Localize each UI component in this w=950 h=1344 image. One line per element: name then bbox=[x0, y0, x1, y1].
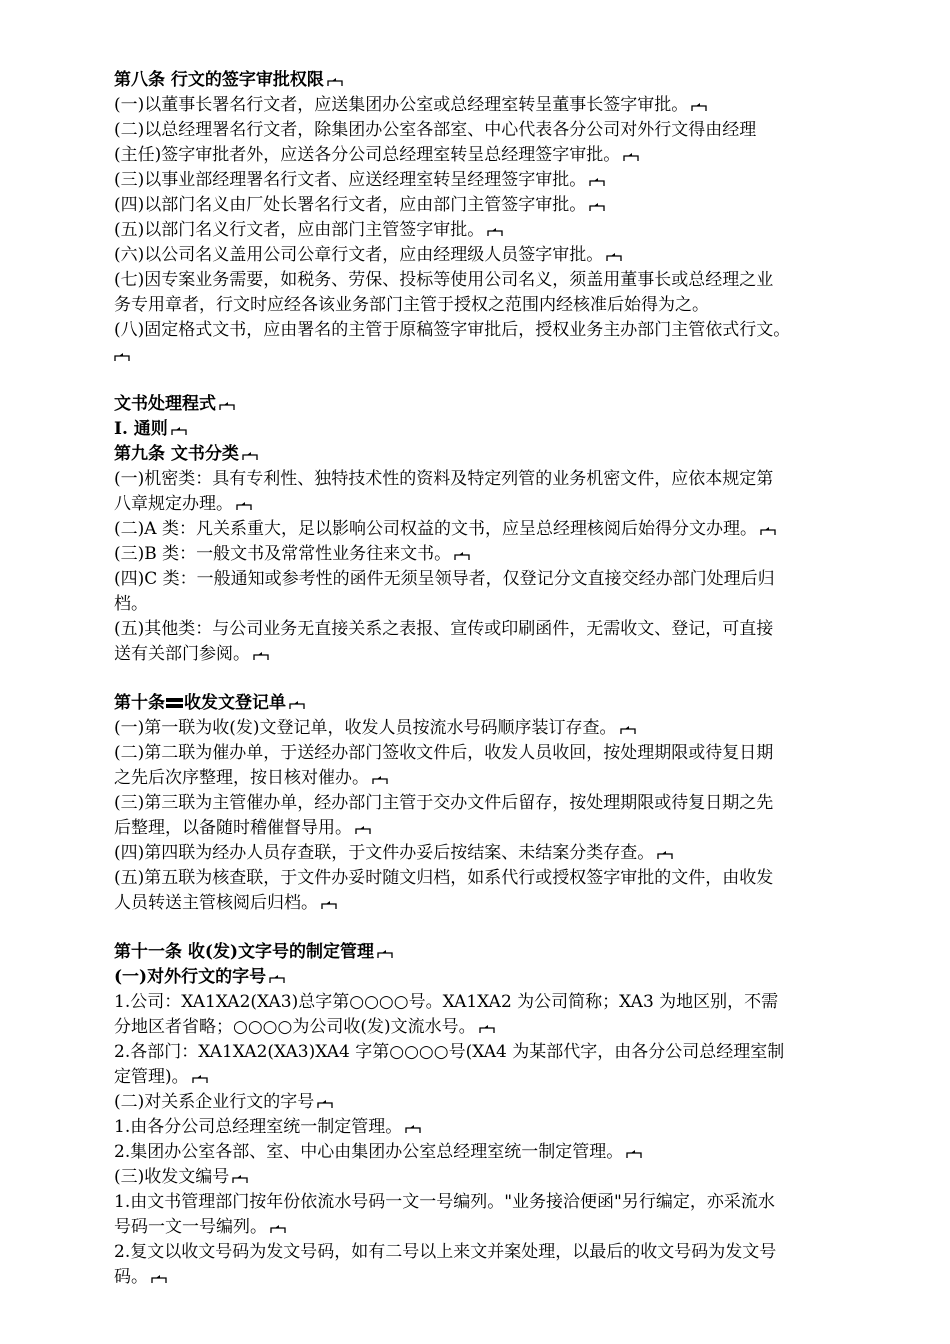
paragraph-mark-icon bbox=[377, 949, 393, 959]
paragraph-mark-icon bbox=[317, 1099, 333, 1109]
article-8-item: (二)以总经理署名行文者，除集团办公室各部室、中心代表各分公司对外行文得由经理 bbox=[114, 120, 757, 140]
paragraph-mark-icon bbox=[219, 401, 235, 411]
paragraph-mark-icon bbox=[355, 825, 371, 835]
paragraph-mark-icon bbox=[623, 152, 639, 162]
article-8-item: (主任)签字审批者外，应送各分公司总经理室转呈总经理签字审批。 bbox=[114, 143, 876, 168]
article-11-item: 1.由文书管理部门按年份依流水号码一文一号编列。"业务接洽便函"另行编定，亦采流水 bbox=[114, 1192, 775, 1212]
paragraph-mark-icon bbox=[232, 1174, 248, 1184]
paragraph-mark-icon bbox=[327, 77, 343, 87]
article-10-item: 后整理，以备随时稽催督导用。 bbox=[114, 816, 876, 841]
double-bar-icon bbox=[166, 692, 183, 704]
article-8-item: (三)以事业部经理署名行文者、应送经理室转呈经理签字审批。 bbox=[114, 168, 876, 193]
article-8-item: (四)以部门名义由厂处长署名行文者，应由部门主管签字审批。 bbox=[114, 193, 876, 218]
paragraph-mark-icon bbox=[253, 651, 269, 661]
article-9-item: (四)C 类：一般通知或参考性的函件无须呈领导者，仅登记分文直接交经办部门处理后归 bbox=[114, 569, 775, 589]
article-9-item: (一)机密类：具有专利性、独特技术性的资料及特定列管的业务机密文件，应依本规定第 bbox=[114, 469, 774, 489]
paragraph-mark-icon bbox=[589, 177, 605, 187]
article-10-item: (四)第四联为经办人员存查联，于文件办妥后按结案、未结案分类存查。 bbox=[114, 841, 876, 866]
article-9-item: (三)B 类：一般文书及常常性业务往来文书。 bbox=[114, 542, 876, 567]
paragraph-mark-icon bbox=[691, 102, 707, 112]
article-11-item: 定管理)。 bbox=[114, 1065, 876, 1090]
article-10-item: (一)第一联为收(发)文登记单，收发人员按流水号码顺序装订存查。 bbox=[114, 716, 876, 741]
paragraph-mark-icon bbox=[321, 900, 337, 910]
article-11-item: 1.由各分公司总经理室统一制定管理。 bbox=[114, 1115, 876, 1140]
paragraph-mark-icon bbox=[589, 202, 605, 212]
paragraph-mark-icon bbox=[405, 1124, 421, 1134]
article-11-item: 分地区者省略；○○○○为公司收(发)文流水号。 bbox=[114, 1015, 876, 1040]
paragraph-mark-icon bbox=[479, 1024, 495, 1034]
article-11-subheading: (一)对外行文的字号 bbox=[114, 965, 876, 990]
article-8-item: (六)以公司名义盖用公司公章行文者，应由经理级人员签字审批。 bbox=[114, 243, 876, 268]
general-heading: Ⅰ. 通则 bbox=[114, 417, 876, 442]
paragraph-mark-icon bbox=[606, 252, 622, 262]
article-8-item: (一)以董事长署名行文者，应送集团办公室或总经理室转呈董事长签字审批。 bbox=[114, 93, 876, 118]
article-11-subheading: (二)对关系企业行文的字号 bbox=[114, 1090, 876, 1115]
article-9-item: (五)其他类：与公司业务无直接关系之表报、宣传或印刷函件，无需收文、登记，可直接 bbox=[114, 619, 774, 639]
article-9-item: (二)A 类：凡关系重大，足以影响公司权益的文书，应呈总经理核阅后始得分文办理。 bbox=[114, 517, 876, 542]
section-title: 文书处理程式 bbox=[114, 392, 876, 417]
paragraph-mark-icon bbox=[487, 227, 503, 237]
article-9-item: 档。 bbox=[114, 594, 148, 614]
paragraph-mark-icon bbox=[171, 426, 187, 436]
paragraph-mark-icon bbox=[236, 501, 252, 511]
paragraph-mark-icon bbox=[657, 850, 673, 860]
article-8-item: (五)以部门名义行文者，应由部门主管签字审批。 bbox=[114, 218, 876, 243]
article-11-item: 2.复文以收文号码为发文号码，如有二号以上来文并案处理，以最后的收文号码为发文号 bbox=[114, 1242, 777, 1262]
article-8-item: 务专用章者，行文时应经各该业务部门主管于授权之范围内经核准后始得为之。 bbox=[114, 295, 709, 315]
article-8-heading: 第八条 行文的签字审批权限 bbox=[114, 68, 876, 93]
article-11-item: 码。 bbox=[114, 1265, 876, 1290]
paragraph-mark-icon bbox=[151, 1274, 167, 1284]
paragraph-mark-icon bbox=[760, 526, 776, 536]
paragraph-end-line bbox=[114, 343, 876, 368]
spacer bbox=[114, 667, 876, 691]
paragraph-mark-icon bbox=[626, 1149, 642, 1159]
paragraph-mark-icon bbox=[114, 352, 130, 362]
document-page bbox=[114, 68, 876, 1290]
paragraph-mark-icon bbox=[242, 451, 258, 461]
spacer bbox=[114, 368, 876, 392]
article-11-item: 2.集团办公室各部、室、中心由集团办公室总经理室统一制定管理。 bbox=[114, 1140, 876, 1165]
paragraph-mark-icon bbox=[620, 725, 636, 735]
article-9-item: 送有关部门参阅。 bbox=[114, 642, 876, 667]
paragraph-mark-icon bbox=[372, 775, 388, 785]
article-8-item: (八)固定格式文书，应由署名的主管于原稿签字审批后，授权业务主办部门主管依式行文。 bbox=[114, 320, 791, 340]
article-11-item: 1.公司：XA1XA2(XA3)总字第○○○○号。XA1XA2 为公司简称；XA3 为地区别，不需 bbox=[114, 992, 779, 1012]
paragraph-mark-icon bbox=[289, 700, 305, 710]
paragraph-mark-icon bbox=[269, 974, 285, 984]
article-11-item: 2.各部门：XA1XA2(XA3)XA4 字第○○○○号(XA4 为某部代字，由各分公司总经理室制 bbox=[114, 1042, 785, 1062]
article-8-item: (七)因专案业务需要，如税务、劳保、投标等使用公司名义，须盖用董事长或总经理之业 bbox=[114, 270, 774, 290]
article-9-heading: 第九条 文书分类 bbox=[114, 442, 876, 467]
article-11-heading: 第十一条 收(发)文字号的制定管理 bbox=[114, 940, 876, 965]
article-11-subheading: (三)收发文编号 bbox=[114, 1165, 876, 1190]
article-10-item: (五)第五联为核查联，于文件办妥时随文归档，如系代行或授权签字审批的文件，由收发 bbox=[114, 868, 774, 888]
article-11-item: 号码一文一号编列。 bbox=[114, 1215, 876, 1240]
article-10-item: (三)第三联为主管催办单，经办部门主管于交办文件后留存，按处理期限或待复日期之先 bbox=[114, 793, 774, 813]
paragraph-mark-icon bbox=[192, 1074, 208, 1084]
article-9-item: 八章规定办理。 bbox=[114, 492, 876, 517]
spacer bbox=[114, 916, 876, 940]
article-10-heading: 第十条 收发文登记单 bbox=[114, 691, 876, 716]
paragraph-mark-icon bbox=[270, 1224, 286, 1234]
article-10-item: (二)第二联为催办单，于送经办部门签收文件后，收发人员收回，按处理期限或待复日期 bbox=[114, 743, 774, 763]
article-10-item: 人员转送主管核阅后归档。 bbox=[114, 891, 876, 916]
paragraph-mark-icon bbox=[454, 551, 470, 561]
article-10-item: 之先后次序整理，按日核对催办。 bbox=[114, 766, 876, 791]
